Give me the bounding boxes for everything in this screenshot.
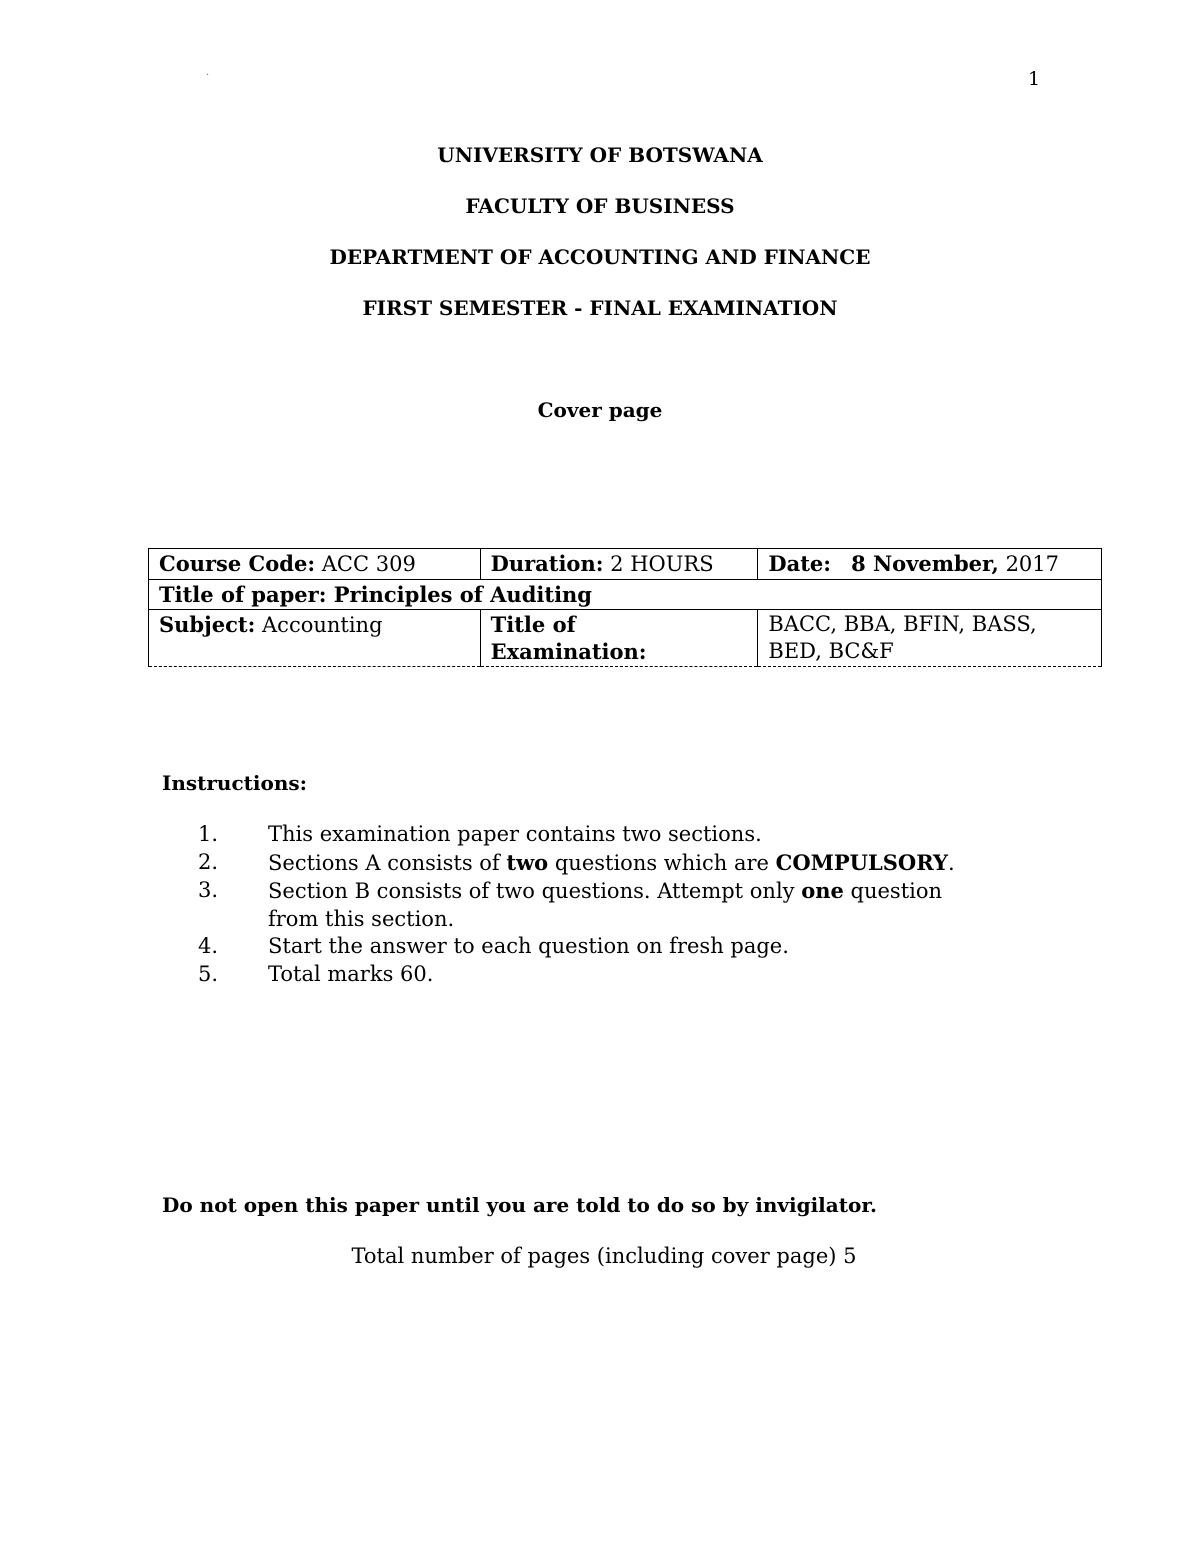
list-number: 1. [198,822,219,846]
title-of-label-line1: Title of [490,612,576,637]
instructions-heading: Instructions: [162,771,308,795]
title-of-examination-label [480,610,758,667]
instruction-text: This examination paper contains two sections. [268,822,762,846]
subject-value: Accounting [262,613,383,637]
page-number: 1 [1028,68,1041,90]
instruction-text: Start the answer to each question on fresh page. [268,934,789,958]
programmes-cell [758,610,1102,667]
instructions-list [198,821,1058,988]
course-code-label: Course Code: [159,551,316,576]
date-year: 2017 [1005,552,1060,576]
list-item [198,849,1058,878]
instruction-text: Section B consists of two questions. Attempt only [268,879,802,903]
list-number: 5. [198,961,219,986]
list-item [198,877,1058,933]
instruction-text: from this section. [268,906,455,931]
table-row [149,580,1102,610]
date-value: 8 November, [851,551,999,576]
cover-page-title: Cover page [537,398,663,422]
instruction-emphasis: one [801,878,844,903]
instruction-emphasis: two [506,849,549,875]
instruction-text: Sections A consists of [268,850,507,875]
subject-label: Subject: [159,612,256,637]
total-pages-note: Total number of pages (including cover page) 5 [351,1244,857,1268]
stray-mark: · [206,70,210,81]
instruction-emphasis: COMPULSORY [775,849,949,875]
list-item [198,933,1058,961]
list-item [198,961,1058,989]
exam-title: FIRST SEMESTER - FINAL EXAMINATION [362,296,838,320]
duration-value: 2 HOURS [610,552,714,576]
list-number: 4. [198,934,219,958]
invigilator-warning: Do not open this paper until you are told to do so by invigilator. [162,1193,877,1217]
subject-cell [149,610,481,667]
faculty-name: FACULTY OF BUSINESS [465,194,735,218]
department-name: DEPARTMENT OF ACCOUNTING AND FINANCE [329,245,871,269]
instruction-text: . [948,850,955,875]
title-of-label-line2: Examination: [490,639,647,664]
instruction-text: Total marks 60. [268,961,434,986]
duration-cell [480,549,758,580]
duration-label: Duration: [490,551,604,576]
instruction-text: question [843,879,943,903]
programmes-line1: BACC, BBA, BFIN, BASS, [768,612,1037,636]
table-row [149,610,1102,667]
course-code-value: ACC 309 [321,552,416,576]
list-number: 3. [198,878,219,902]
list-number: 2. [198,849,219,874]
table-row [149,549,1102,580]
university-name: UNIVERSITY OF BOTSWANA [437,143,763,167]
title-of-paper: Title of paper: Principles of Auditing [149,580,1102,610]
date-label: Date: [768,551,832,576]
course-code-cell [149,549,481,580]
programmes-line2: BED, BC&F [768,639,894,663]
exam-info-table [148,548,1102,667]
date-cell [758,549,1102,580]
instruction-text: questions which are [548,850,776,875]
list-item [198,821,1058,849]
